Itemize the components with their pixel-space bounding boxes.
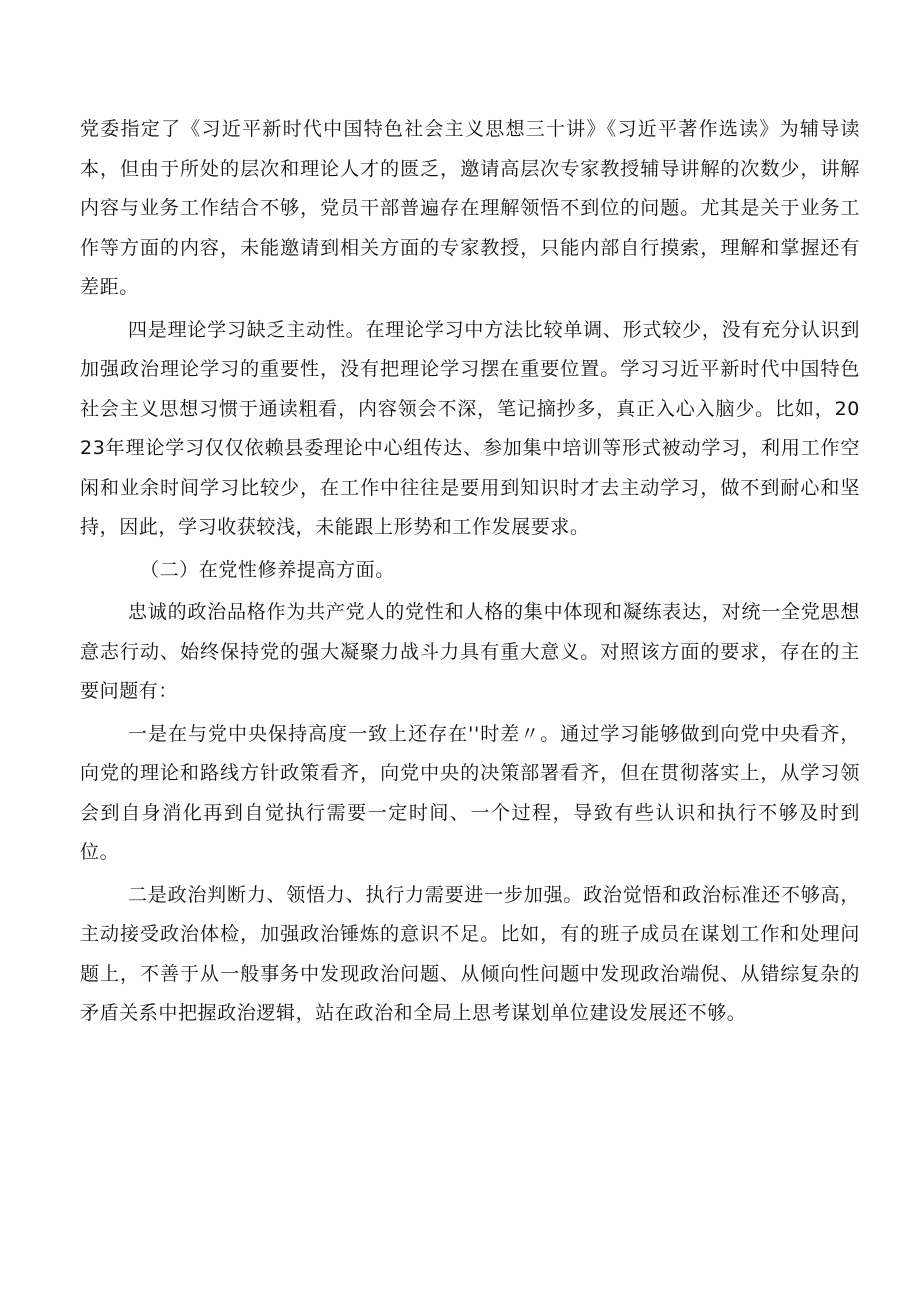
paragraph-continuation: 党委指定了《习近平新时代中国特色社会主义思想三十讲》《习近平著作选读》为辅导读本，但由于所处的层次和理论人才的匮乏，邀请高层次专家教授辅导讲解的次数少，讲解内容与业务工作结合不够，党员干部普遍存在理解领悟不到位的问题。尤其是关于业务工作等方面的内容，未能邀请到相关方面的专家教授，只能内部自行摸索，理解和掌握还有差距。 xyxy=(80,118,860,298)
paragraph-loyalty-intro: 忠诚的政治品格作为共产党人的党性和人格的集中体现和凝练表达，对统一全党思想意志行动、始终保持党的强大凝聚力战斗力具有重大意义。对照该方面的要求，存在的主要问题有： xyxy=(80,601,860,702)
document-body xyxy=(80,110,860,1034)
paragraph-point-one: 一是在与党中央保持高度一致上还存在''时差〃。通过学习能够做到向党中央看齐，向党的理论和路线方针政策看齐，向党中央的决策部署看齐，但在贯彻落实上，从学习领会到自身消化再到自觉执行需要一定时间、一个过程，导致有些认识和执行不够及时到位。 xyxy=(80,722,860,863)
section-heading-party-spirit: （二）在党性修养提高方面。 xyxy=(140,558,395,581)
paragraph-point-two: 二是政治判断力、领悟力、执行力需要进一步加强。政治觉悟和政治标准还不够高，主动接受政治体检，加强政治锤炼的意识不足。比如，有的班子成员在谋划工作和处理问题上，不善于从一般事务中发现政治问题、从倾向性问题中发现政治端倪、从错综复杂的矛盾关系中把握政治逻辑，站在政治和全局上思考谋划单位建设发展还不够。 xyxy=(80,883,860,1024)
paragraph-point-four: 四是理论学习缺乏主动性。在理论学习中方法比较单调、形式较少，没有充分认识到加强政治理论学习的重要性，没有把理论学习摆在重要位置。学习习近平新时代中国特色社会主义思想习惯于通读粗看，内容领会不深，笔记摘抄多，真正入心入脑少。比如，2023年理论学习仅仅依赖县委理论中心组传达、参加集中培训等形式被动学习，利用工作空闲和业余时间学习比较少，在工作中往往是要用到知识时才去主动学习，做不到耐心和坚持，因此，学习收获较浅，未能跟上形势和工作发展要求。 xyxy=(80,318,860,538)
